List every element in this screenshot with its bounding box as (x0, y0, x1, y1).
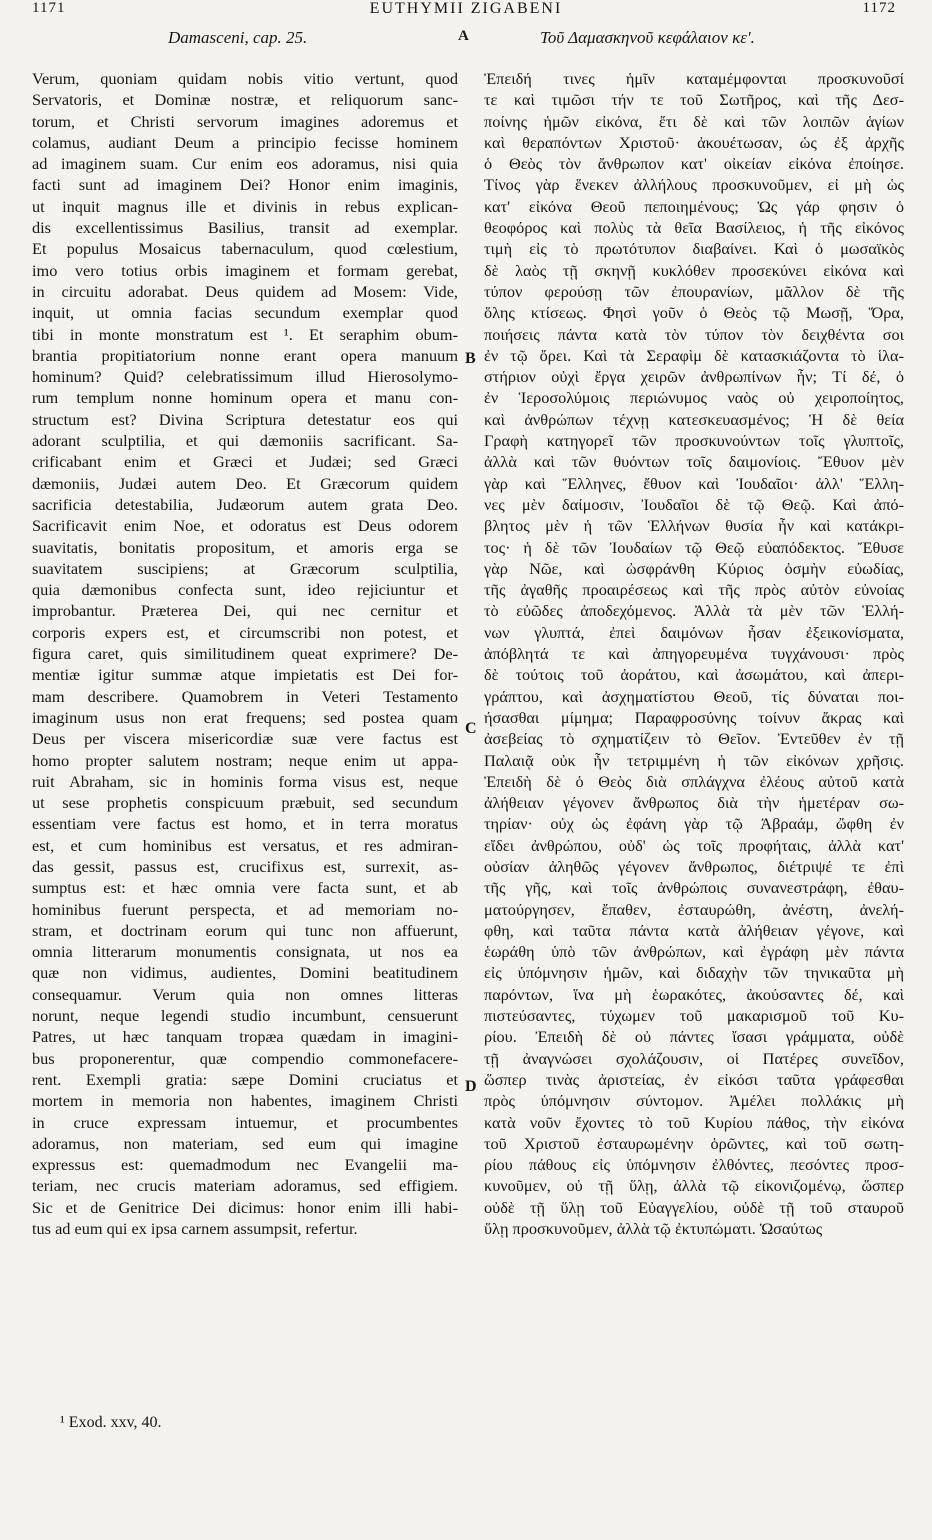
text-line: τὸ εὐῶδες ἀποδεχόμενος. Ἀλλὰ τὰ μὲν τῶν Ἑλλή- (484, 601, 904, 621)
text-line: adorant sculptilia, et qui dæmoniis sacrificant. Sa- (32, 431, 458, 451)
text-line: Sic et de Genitrice Dei dicimus: honor enim illi habi- (32, 1197, 458, 1217)
text-line: γὰρ καὶ Ἕλληνες, ἔθυον καὶ Ἰουδαῖοι· ἀλλ' Ἕλλη- (484, 473, 904, 493)
text-line: das gessit, passus est, crucifixus est, surrexit, as- (32, 856, 458, 876)
text-line: καὶ ἀνθρώπων τέχνῃ κατεσκευασμένος; Ἡ δὲ θεία (484, 409, 904, 429)
text-line: Deus per viscera misericordiæ suæ vere factus est (32, 729, 458, 749)
text-line: κατὰ νοῦν ἔχοντες τὸ τοῦ Κυρίου πάθος, τὴν εἰκόνα (484, 1112, 904, 1132)
text-line: ut sese prophetis conspicuum præbuit, sed secundum (32, 793, 458, 813)
text-line: ἀλήθειαν γέγονεν ἄνθρωπος διὰ τὴν ἡμετέραν σω- (484, 793, 904, 813)
margin-letter: C (465, 720, 477, 737)
text-line: suavitatem suscipiens; at Græcorum sculptilia, (32, 558, 458, 578)
text-line: inquit, ut omnia facias secundum exemplar quod (32, 303, 458, 323)
text-line: νων γλυπτά, ἐπεὶ δαιμόνων ἦσαν ἐξεικονίσματα, (484, 622, 904, 642)
text-line: ἐν Ἱεροσολύμοις περιώνυμος ναὸς οὐ χειροποίητος, (484, 388, 904, 408)
text-line: κυνοῦμεν, οὐ τῇ ὕλῃ, ἀλλὰ τῷ εἰκονιζομένῳ, ὥσπερ (484, 1176, 904, 1196)
section-heading (0, 28, 932, 50)
text-line: expressus est: quemadmodum nec Evangelii ma- (32, 1155, 458, 1175)
text-line: Sacrificavit enim Noe, et odoratus est Deus odorem (32, 516, 458, 536)
text-line: in circuitu adorabat. Deus quidem ad Mosem: Vide, (32, 281, 458, 301)
text-line: adoramus, non materiam, sed eum qui imagine (32, 1133, 458, 1153)
text-line: τοῦ Χριστοῦ ἐσταυρωμένην ὁρῶντες, καὶ τοῦ σωτη- (484, 1133, 904, 1153)
text-line: ὅλης κτίσεως. Φησὶ γοῦν ὁ Θεὸς τῷ Μωσῇ, Ὅρα, (484, 303, 904, 323)
text-line: τηρίαν· οὐχ ὡς ἐφάνη γὰρ τῷ Ἀβραάμ, ὤφθη ἐν (484, 814, 904, 834)
text-line: ὁ Θεὸς τὸν ἄνθρωπον κατ' οἰκείαν εἰκόνα ἐποίησε. (484, 154, 904, 174)
text-line: ματούργησεν, ἔπαθεν, ἐσταυρώθη, ἀνέστη, ἀνελή- (484, 899, 904, 919)
text-line: brantia propitiatorium nonne erant opera manuum (32, 345, 458, 365)
text-line: stram, et doctrinam eorum qui tunc non affuerunt, (32, 920, 458, 940)
text-line: in cruce expressam intuemur, et procumbentes (32, 1112, 458, 1132)
running-header (0, 0, 932, 16)
text-line: rum templum nonne hominum opera et manu con- (32, 388, 458, 408)
text-line: τιμὴ εἰς τὸ πρωτότυπον διαβαίνει. Καὶ ὁ μωσαϊκὸς (484, 239, 904, 259)
text-line: οὐδὲ τῇ ὕλῃ τοῦ Εὐαγγελίου, οὐδὲ τῇ τοῦ σταυροῦ (484, 1197, 904, 1217)
text-line: facti sunt ad imaginem Dei? Honor enim imaginis, (32, 175, 458, 195)
text-line: ἀπόβλητά τε καὶ ἀπηγορευμένα τυγχάνουσι· πρὸς (484, 644, 904, 664)
running-title: EUTHYMII ZIGABENI (369, 0, 563, 17)
text-line: Et populus Mosaicus tabernaculum, quod cœlestium, (32, 239, 458, 259)
text-line: παρόντων, ἵνα μὴ ἑωρακότες, ἀκούσαντες δέ, καὶ (484, 984, 904, 1004)
text-line: sumptus est: et hæc omnia vere facta sunt, et ab (32, 878, 458, 898)
text-line: θεοφόρος καὶ πολὺς τὰ θεῖα Βασίλειος, ἡ τῆς εἰκόνος (484, 218, 904, 238)
text-line: Ἐπειδὴ δὲ ὁ Θεὸς διὰ σπλάγχνα ἐλέους αὐτοῦ κατὰ (484, 771, 904, 791)
text-line: imo vero totius orbis imaginem et formam gerebat, (32, 260, 458, 280)
text-line: ρίου. Ἐπειδὴ δὲ οὐ πάντες ἴσασι γράμματα, οὐδὲ (484, 1027, 904, 1047)
text-line: ruit Abraham, sic in hominis forma visus est, neque (32, 771, 458, 791)
text-line: τῆς γῆς, καὶ τοῖς ἀνθρώποις συνανεστράφη, ἐθαυ- (484, 878, 904, 898)
text-line: quæ non vidimus, audientes, Domini beatitudinem (32, 963, 458, 983)
text-line: ὥσπερ τινὰς ἀριστείας, ἐν εἰκόσι ταῦτα γράφεσθαι (484, 1069, 904, 1089)
text-line: homo propter salutem nostram; neque enim ut appa- (32, 750, 458, 770)
text-line: ρίου πάθους εἰς ὑπόμνησιν ἐλθόντες, πεσόντες προσ- (484, 1155, 904, 1175)
text-line: πρὸς ὑπόμνησιν σύντομον. Ἀμέλει πολλάκις μὴ (484, 1091, 904, 1111)
text-line: quia dæmonibus confecta sunt, ideo rejiciuntur et (32, 580, 458, 600)
text-line: Servatoris, et Dominæ nostræ, et reliquorum sanc- (32, 90, 458, 110)
footnote: ¹ Exod. xxv, 40. (60, 1414, 162, 1431)
text-line: τῇ ἀναγνώσει σχολάζουσιν, οἱ Πατέρες συνεῖδον, (484, 1048, 904, 1068)
text-line: ad imaginem suam. Cur enim eos adoramus, nisi quia (32, 154, 458, 174)
text-line: οὐσίαν ἀληθῶς γέγονεν ἄνθρωπος, διέτριψέ τε ἐπὶ (484, 856, 904, 876)
text-line: rent. Exempli gratia: sæpe Domini cruciatus et (32, 1069, 458, 1089)
text-line: hominibus fuerunt perspecta, et ad memoriam no- (32, 899, 458, 919)
text-line: Τίνος γὰρ ἕνεκεν ἀλλήλους προσκυνοῦμεν, εἰ μὴ ὡς (484, 175, 904, 195)
text-line: consequamur. Verum quia non omnes litteras (32, 984, 458, 1004)
greek-section-title: Τοῦ Δαμασκηνοῦ κεφάλαιον κε'. (540, 28, 755, 47)
text-line: τος· ἡ δὲ τῶν Ἰουδαίων τῷ Θεῷ εὐαπόδεκτος. Ἔθυσε (484, 537, 904, 557)
text-line: ἑωράθη ὑπὸ τῶν ἀνθρώπων, καὶ ἐγράφη μὲν πάντα (484, 942, 904, 962)
text-line: Γραφὴ κατηγορεῖ τῶν προσκυνούντων τοῖς γλυπτοῖς, (484, 431, 904, 451)
text-line: est, et cum hominibus est versatus, et res admiran- (32, 835, 458, 855)
text-line: ὕλῃ προσκυνοῦμεν, ἀλλὰ τῷ ἐκτυπώματι. Ὡσαύτως (484, 1219, 823, 1239)
text-line: ut inquit magnus ille et divinis in rebus explican- (32, 196, 458, 216)
text-line: καὶ θεραπόντων Χριστοῦ· ἀκουέτωσαν, ὡς ἐξ ἀρχῆς (484, 132, 904, 152)
text-line: crificabant enim et Græci et Judæi; sed Græci (32, 452, 458, 472)
text-line: dæmoniis, Judæi autem Deo. Et Græcorum quidem (32, 473, 458, 493)
text-line: omnia litterarum monumentis consignata, ut nos ea (32, 942, 458, 962)
page-number-right: 1172 (862, 0, 896, 16)
text-line: figura caret, quis similitudinem queat exprimere? De- (32, 644, 458, 664)
text-line: structum est? Divina Scriptura detestatur eos qui (32, 409, 458, 429)
text-line: πιστεύσαντες, τύχωμεν τοῦ μακαρισμοῦ τοῦ Κυ- (484, 1006, 904, 1026)
text-line: essentiam vere factus est homo, et in terra moratus (32, 814, 458, 834)
text-line: κατ' εἰκόνα Θεοῦ πεποιημένους; Ὡς γάρ φησιν ὁ (484, 196, 904, 216)
text-line: Ἐπειδή τινες ἡμῖν καταμέμφονται προσκυνοῦσί (484, 69, 904, 88)
text-line: mam describere. Quamobrem in Veteri Testamento (32, 686, 458, 706)
latin-section-title: Damasceni, cap. 25. (168, 28, 308, 47)
text-line: bus proponerentur, quæ compendio commonefacere- (32, 1048, 458, 1068)
text-line: δὲ τούτοις τοῦ ἀοράτου, καὶ ἀσωμάτου, καὶ ἀπερι- (484, 665, 904, 685)
text-line: corporis expers est, et circumscribi non potest, et (32, 622, 458, 642)
text-line: βλητος μὲν ἡ τῶν Ἑλλήνων θυσία ἦν καὶ κατάκρι- (484, 516, 904, 536)
text-line: ἐν τῷ ὄρει. Καὶ τὰ Σεραφὶμ δὲ κατασκιάζοντα τὸ ἱλα- (484, 345, 904, 365)
text-line: ἀλλὰ καὶ τῶν θυόντων τοῖς δαιμονίοις. Ἔθυον μὲν (484, 452, 904, 472)
text-line: colamus, audiant Deum a principio fecisse hominem (32, 132, 458, 152)
text-line: mortem in memoria non habentes, imaginem Christi (32, 1091, 458, 1111)
section-marker: A (458, 28, 469, 44)
text-line: Patres, ut hæc tanquam tropæa quædam in imagini- (32, 1027, 458, 1047)
text-line: torum, et Christi servorum imagines adoremus et (32, 111, 458, 131)
text-line: στήριον οὐχὶ ἔργα χειρῶν ἀνθρωπίνων ἦν; Τί δέ, ὁ (484, 367, 904, 387)
text-line: τε καὶ τιμῶσι τήν τε τοῦ Σωτῆρος, καὶ τῆς Δεσ- (484, 90, 904, 110)
text-line: hominum? Quid? celebratissimum illud Hierosolymo- (32, 367, 458, 387)
margin-letter: B (465, 350, 476, 367)
latin-column (32, 68, 458, 1239)
text-line: εἰς ὑπόμνησιν ἡμῶν, καὶ διδαχὴν τῶν τηνικαῦτα μὴ (484, 963, 904, 983)
margin-letter: D (465, 1078, 477, 1095)
text-line: ἀσεβείας τὸ σχηματίζειν τὸ Θεῖον. Ἐντεῦθεν ἐν τῇ (484, 729, 904, 749)
text-line: νες μὲν δαίμοσιν, Ἰουδαῖοι δὲ τῷ Θεῷ. Καὶ ἀπό- (484, 494, 904, 514)
text-line: ποιήσεις πάντα κατὰ τὸν τύπον τὸν δειχθέντα σοι (484, 324, 904, 344)
text-line: suavitatis, bonitatis propositum, et amoris erga se (32, 537, 458, 557)
text-line: imaginum usus non erat frequens; sed postea quam (32, 707, 458, 727)
text-line: τῆς ἀγαθῆς προαιρέσεως καὶ τῆς πρὸς αὐτὸν εὐνοίας (484, 580, 904, 600)
text-line: sacrificia detestabilia, Judæorum autem grata Deo. (32, 494, 458, 514)
text-line: tibi in monte monstratum est ¹. Et seraphim obum- (32, 324, 458, 344)
text-line: teriam, nec crucis materiam adoramus, sed effigiem. (32, 1176, 458, 1196)
greek-column (484, 68, 904, 1239)
text-line: tus ad eum qui ex ipsa carnem assumpsit, refertur. (32, 1219, 358, 1239)
text-line: δὲ λαὸς τῇ σκηνῇ κυκλόθεν προσεκύνει εἰκόνα καὶ (484, 260, 904, 280)
text-line: dis excellentissimus Basilius, transit ad exemplar. (32, 218, 458, 238)
text-line: Παλαιᾷ οὐκ ἦν τετριμμένη ἡ τῶν εἰκόνων χρῆσις. (484, 750, 904, 770)
text-line: Verum, quoniam quidam nobis vitio vertunt, quod (32, 69, 458, 88)
page-number-left: 1171 (32, 0, 66, 16)
text-line: mentiæ igitur summæ atque impietatis est Dei for- (32, 665, 458, 685)
text-line: φθη, καὶ ταῦτα πάντα κατὰ ἀλήθειαν γέγονε, καὶ (484, 920, 904, 940)
text-line: γὰρ Νῶε, καὶ ὠσφράνθη Κύριος ὀσμὴν εὐωδίας, (484, 558, 904, 578)
text-line: improbantur. Præterea Dei, qui nec cernitur et (32, 601, 458, 621)
text-line: ποίνης ἡμῶν εἰκόνα, ἔτι δὲ καὶ τῶν λοιπῶν ἁγίων (484, 111, 904, 131)
text-line: γράπτου, καὶ ἀσχηματίστου Θεοῦ, τίς δύναται ποι- (484, 686, 904, 706)
text-line: norunt, neque legendi studio incumbunt, censuerunt (32, 1006, 458, 1026)
text-line: τύπον φερούσῃ τῶν ἐπουρανίων, μᾶλλον δὲ τῆς (484, 281, 904, 301)
text-line: εἴδει ἀνθρώπου, οὐδ' ὡς τοῖς προφήταις, ἀλλὰ κατ' (484, 835, 904, 855)
text-line: ήσασθαι μίμημα; Παραφροσύνης τοίνυν ἄκρας καὶ (484, 707, 904, 727)
